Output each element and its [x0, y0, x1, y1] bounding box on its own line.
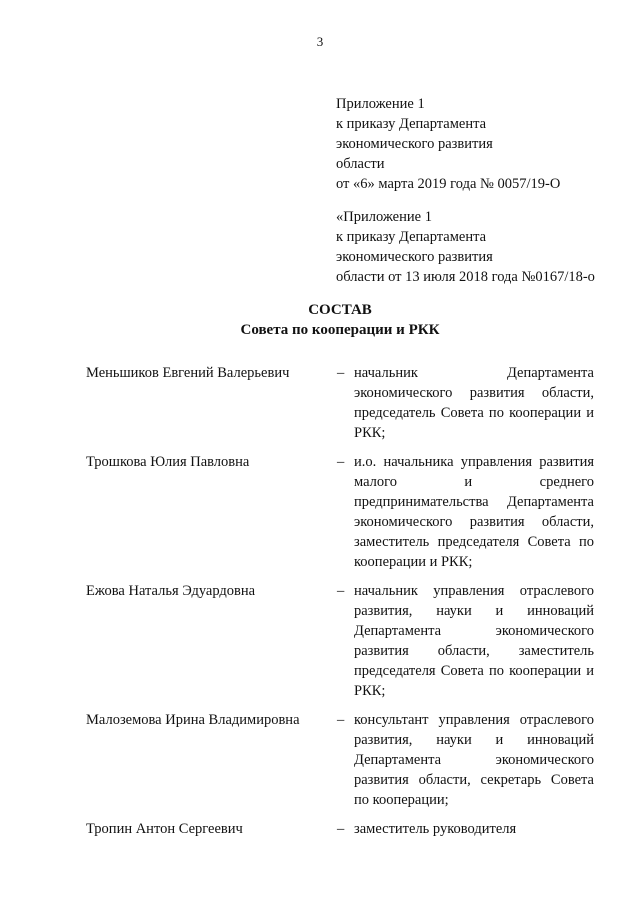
appendix-current-line: Приложение 1	[336, 96, 425, 112]
member-role: заместитель руководителя	[354, 821, 517, 837]
appendix-current-line: области	[336, 156, 385, 172]
member-row	[86, 710, 596, 810]
appendix-previous-line: «Приложение 1	[336, 209, 432, 225]
member-dash: –	[337, 712, 345, 728]
heading-title: СОСТАВ	[308, 302, 372, 318]
member-dash: –	[337, 583, 345, 599]
member-role: консультант управления отраслевого развития, науки и инноваций Департамента экономического развития области, секретарь Совета по кооперации;	[354, 712, 594, 808]
member-name: Меньшиков Евгений Валерьевич	[86, 365, 290, 381]
appendix-previous-line: области от 13 июля 2018 года №0167/18-о	[336, 269, 595, 285]
member-dash: –	[337, 454, 345, 470]
appendix-previous-line: к приказу Департамента	[336, 229, 487, 245]
appendix-previous-line: экономического развития	[336, 249, 493, 265]
page-number: 3	[316, 34, 324, 49]
appendix-current-line: от «6» марта 2019 года № 0057/19-О	[336, 176, 561, 192]
heading-subtitle: Совета по кооперации и РКК	[240, 322, 440, 338]
document-heading	[0, 300, 640, 340]
member-name: Трошкова Юлия Павловна	[86, 454, 250, 470]
appendix-current-line: экономического развития	[336, 136, 493, 152]
member-name: Малоземова Ирина Владимировна	[86, 712, 300, 728]
member-dash: –	[337, 821, 345, 837]
member-row	[86, 581, 596, 701]
member-role: начальник Департамента экономического развития области, председатель Совета по кооперации и РКК;	[354, 365, 594, 441]
member-dash: –	[337, 365, 345, 381]
member-row	[86, 452, 596, 572]
member-row	[86, 363, 596, 443]
member-name: Ежова Наталья Эдуардовна	[86, 583, 256, 599]
members-list	[86, 363, 596, 848]
appendix-current-line: к приказу Департамента	[336, 116, 487, 132]
member-row	[86, 819, 596, 839]
member-role: и.о. начальника управления развития малого и среднего предпринимательства Департамента экономического развития области, заместитель председателя Совета по кооперации и РКК;	[354, 454, 594, 570]
appendix-current	[336, 94, 626, 194]
appendix-previous	[336, 207, 626, 287]
member-name: Тропин Антон Сергеевич	[86, 821, 243, 837]
member-role: начальник управления отраслевого развития, науки и инноваций Департамента экономического развития области, заместитель председателя Совета по кооперации и РКК;	[354, 583, 594, 699]
